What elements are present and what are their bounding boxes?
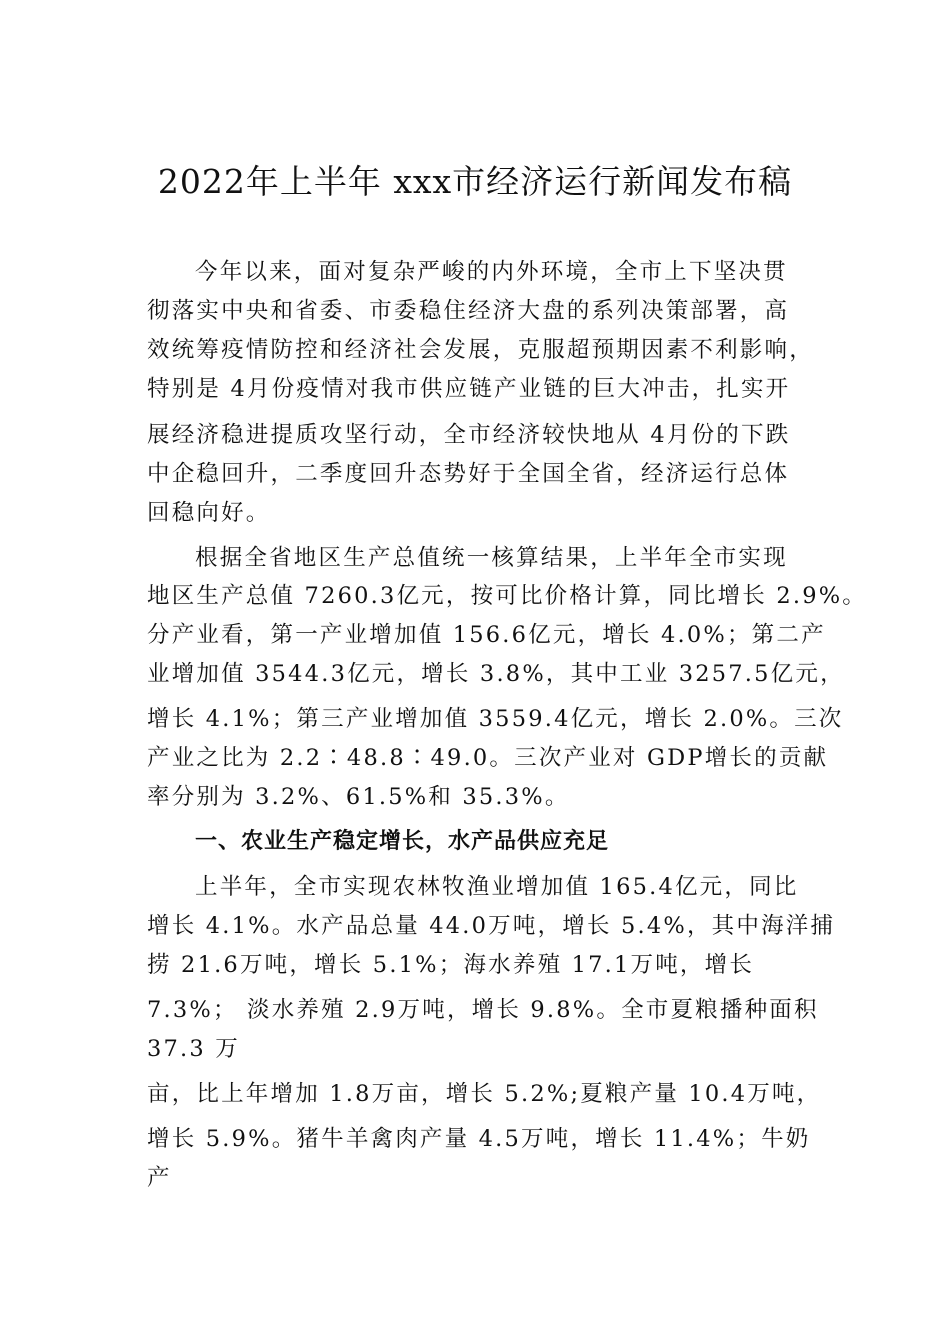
paragraph-line: 产	[147, 1165, 172, 1191]
paragraph-line: 根据全省地区生产总值统一核算结果，上半年全市实现	[195, 545, 788, 571]
paragraph-line: 业增加值 3544.3亿元，增长 3.8%，其中工业 3257.5亿元，	[147, 661, 845, 687]
paragraph-line: 彻落实中央和省委、市委稳住经济大盘的系列决策部署，高	[147, 298, 790, 324]
paragraph-line: 效统筹疫情防控和经济社会发展，克服超预期因素不利影响，	[147, 337, 814, 363]
paragraph-line: 特别是 4月份疫情对我市供应链产业链的巨大冲击，扎实开	[147, 376, 791, 402]
paragraph-line: 分产业看，第一产业增加值 156.6亿元，增长 4.0%；第二产	[147, 622, 826, 648]
page-title: 2022年上半年 xxx市经济运行新闻发布稿	[157, 162, 793, 201]
paragraph-line: 增长 4.1%；第三产业增加值 3559.4亿元，增长 2.0%。三次	[147, 706, 844, 732]
paragraph-line: 地区生产总值 7260.3亿元，按可比价格计算，同比增长 2.9%。	[147, 583, 867, 609]
paragraph-line: 捞 21.6万吨，增长 5.1%；海水养殖 17.1万吨，增长	[147, 952, 755, 978]
paragraph-line: 率分别为 3.2%、61.5%和 35.3%。	[147, 784, 570, 810]
paragraph-line: 37.3 万	[147, 1036, 240, 1062]
paragraph-line: 中企稳回升，二季度回升态势好于全国全省，经济运行总体	[147, 461, 790, 487]
paragraph-line: 7.3%； 淡水养殖 2.9万吨，增长 9.8%。全市夏粮播种面积	[147, 997, 819, 1023]
section-heading: 一、农业生产稳定增长，水产品供应充足	[195, 829, 610, 854]
paragraph-line: 增长 5.9%。猪牛羊禽肉产量 4.5万吨，增长 11.4%；牛奶	[147, 1126, 811, 1152]
paragraph-line: 展经济稳进提质攻坚行动，全市经济较快地从 4月份的下跌	[147, 422, 791, 448]
paragraph-line: 产业之比为 2.2∶48.8∶49.0。三次产业对 GDP增长的贡献	[147, 745, 829, 771]
paragraph-line: 回稳向好。	[147, 500, 271, 526]
paragraph-line: 增长 4.1%。水产品总量 44.0万吨，增长 5.4%，其中海洋捕	[147, 913, 836, 939]
paragraph-line: 上半年，全市实现农林牧渔业增加值 165.4亿元，同比	[195, 874, 799, 900]
paragraph-line: 今年以来，面对复杂严峻的内外环境，全市上下坚决贯	[195, 259, 788, 285]
paragraph-line: 亩，比上年增加 1.8万亩，增长 5.2%;夏粮产量 10.4万吨，	[147, 1081, 822, 1107]
